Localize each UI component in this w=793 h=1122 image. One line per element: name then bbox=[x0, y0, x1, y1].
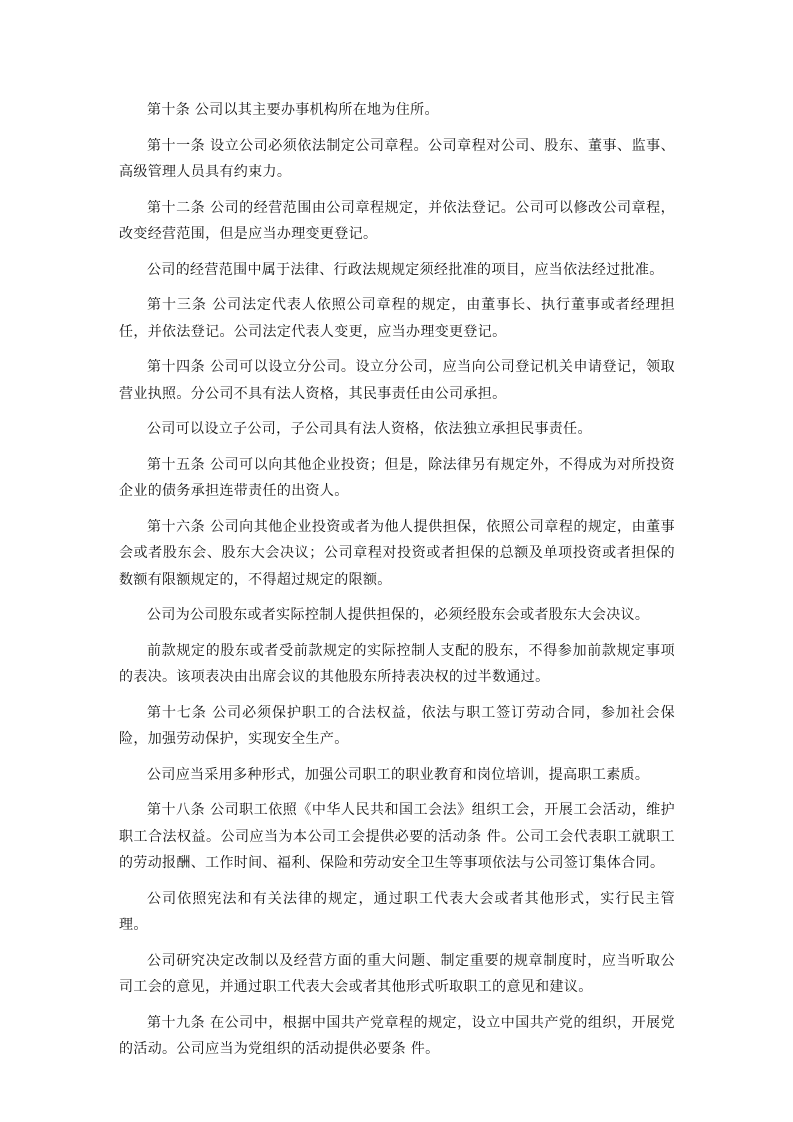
article-16-clause-2: 公司为公司股东或者实际控制人提供担保的，必须经股东会或者股东大会决议。 bbox=[147, 607, 650, 623]
article-13: 第十三条 公司法定代表人依照公司章程的规定，由董事长、执行董事或者经理担任，并依法登记。公司法定代表人变更，应当办理变更登记。 bbox=[119, 297, 675, 340]
article-16: 第十六条 公司向其他企业投资或者为他人提供担保，依照公司章程的规定，由董事会或者股东会、股东大会决议；公司章程对投资或者担保的总额及单项投资或者担保的数额有限额规定的，不得超过规定的限额。 bbox=[119, 518, 675, 588]
article-10: 第十条 公司以其主要办事机构所在地为住所。 bbox=[147, 102, 439, 118]
article-12-clause-2: 公司的经营范围中属于法律、行政法规规定须经批准的项目，应当依法经过批准。 bbox=[147, 261, 664, 278]
article-14-clause-2: 公司可以设立子公司，子公司具有法人资格，依法独立承担民事责任。 bbox=[147, 421, 592, 437]
article-11: 第十一条 设立公司必须依法制定公司章程。公司章程对公司、股东、董事、监事、高级管理人员具有约束力。 bbox=[119, 137, 675, 180]
article-18-clause-2: 公司依照宪法和有关法律的规定，通过职工代表大会或者其他形式，实行民主管理。 bbox=[119, 890, 675, 933]
article-12: 第十二条 公司的经营范围由公司章程规定，并依法登记。公司可以修改公司章程，改变经营范围，但是应当办理变更登记。 bbox=[119, 199, 675, 242]
article-19: 第十九条 在公司中，根据中国共产党章程的规定，设立中国共产党的组织，开展党的活动。公司应当为党组织的活动提供必要条 件。 bbox=[119, 1014, 675, 1057]
article-18-clause-3: 公司研究决定改制以及经营方面的重大问题、制定重要的规章制度时，应当听取公司工会的意见，并通过职工代表大会或者其他形式听取职工的意见和建议。 bbox=[119, 952, 675, 995]
article-16-clause-3: 前款规定的股东或者受前款规定的实际控制人支配的股东，不得参加前款规定事项的表决。该项表决由出席会议的其他股东所持表决权的过半数通过。 bbox=[119, 642, 675, 685]
article-15: 第十五条 公司可以向其他企业投资；但是，除法律另有规定外，不得成为对所投资企业的债务承担连带责任的出资人。 bbox=[119, 456, 675, 499]
article-17-clause-2: 公司应当采用多种形式，加强公司职工的职业教育和岗位培训，提高职工素质。 bbox=[147, 766, 650, 783]
article-14: 第十四条 公司可以设立分公司。设立分公司，应当向公司登记机关申请登记，领取营业执照。分公司不具有法人资格，其民事责任由公司承担。 bbox=[119, 359, 675, 402]
article-18: 第十八条 公司职工依照《中华人民共和国工会法》组织工会，开展工会活动，维护职工合法权益。公司应当为本公司工会提供必要的活动条 件。公司工会代表职工就职工的劳动报酬、工作时间、福利、保险和劳动安全卫生等事项依法与公司签订集体合同。 bbox=[119, 802, 675, 871]
document-body bbox=[119, 97, 675, 1072]
article-17: 第十七条 公司必须保护职工的合法权益，依法与职工签订劳动合同，参加社会保险，加强劳动保护，实现安全生产。 bbox=[119, 704, 675, 747]
